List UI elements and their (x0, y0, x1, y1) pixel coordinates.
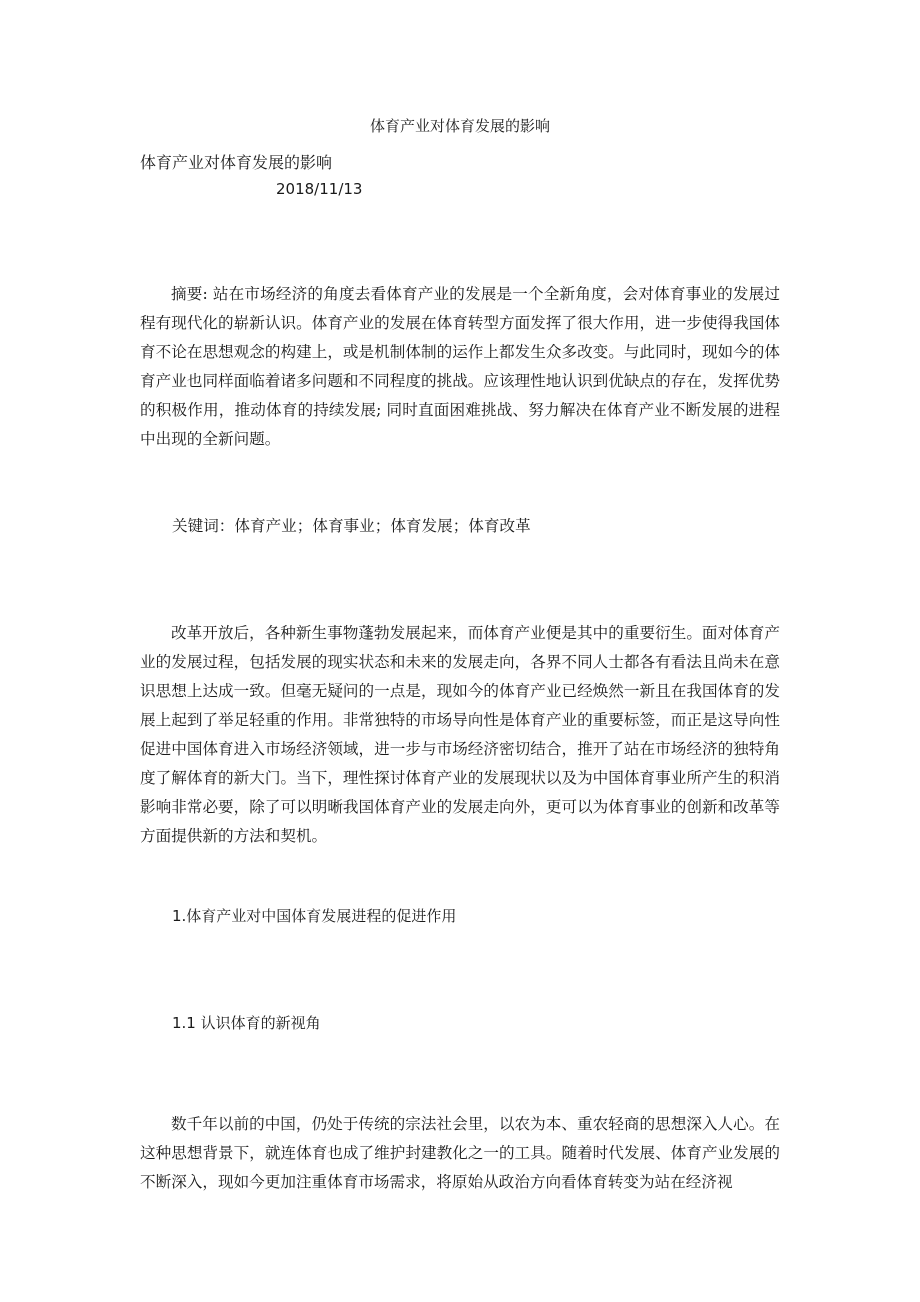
intro-paragraph: 改革开放后，各种新生事物蓬勃发展起来，而体育产业便是其中的重要衍生。面对体育产业的发展过程，包括发展的现实状态和未来的发展走向，各界不同人士都各有看法且尚未在意识思想上达成一致。但毫无疑问的一点是，现如今的体育产业已经焕然一新且在我国体育的发展上起到了举足轻重的作用。非常独特的市场导向性是体育产业的重要标签，而正是这导向性促进中国体育进入市场经济领域，进一步与市场经济密切结合，推开了站在市场经济的独特角度了解体育的新大门。当下，理性探讨体育产业的发展现状以及为中国体育事业所产生的积消影响非常必要，除了可以明晰我国体育产业的发展走向外，更可以为体育事业的创新和改革等方面提供新的方法和契机。 (140, 624, 780, 845)
section-heading-1-1: 1.1 认识体育的新视角 (172, 1014, 321, 1032)
publish-date: 2018/11/13 (276, 180, 363, 198)
section-1-1-paragraph: 数千年以前的中国，仍处于传统的宗法社会里，以农为本、重农轻商的思想深入人心。在这种思想背景下，就连体育也成了维护封建教化之一的工具。随着时代发展、体育产业发展的不断深入，现如今更加注重体育市场需求，将原始从政治方向看体育转变为站在经济视 (140, 1115, 780, 1191)
abstract-paragraph: 摘要: 站在市场经济的角度去看体育产业的发展是一个全新角度，会对体育事业的发展过程有现代化的崭新认识。体育产业的发展在体育转型方面发挥了很大作用，进一步使得我国体育不论在思想观念的构建上，或是机制体制的运作上都发生众多改变。与此同时，现如今的体育产业也同样面临着诸多问题和不同程度的挑战。应该理性地认识到优缺点的存在，发挥优势的积极作用，推动体育的持续发展; 同时直面困难挑战、努力解决在体育产业不断发展的进程中出现的全新问题。 (140, 285, 780, 448)
document-header-title: 体育产业对体育发展的影响 (369, 117, 550, 135)
keywords-line: 关键词：体育产业；体育事业；体育发展；体育改革 (172, 517, 531, 535)
document-subtitle: 体育产业对体育发展的影响 (140, 153, 333, 172)
section-heading-1: 1.体育产业对中国体育发展进程的促进作用 (172, 907, 457, 925)
